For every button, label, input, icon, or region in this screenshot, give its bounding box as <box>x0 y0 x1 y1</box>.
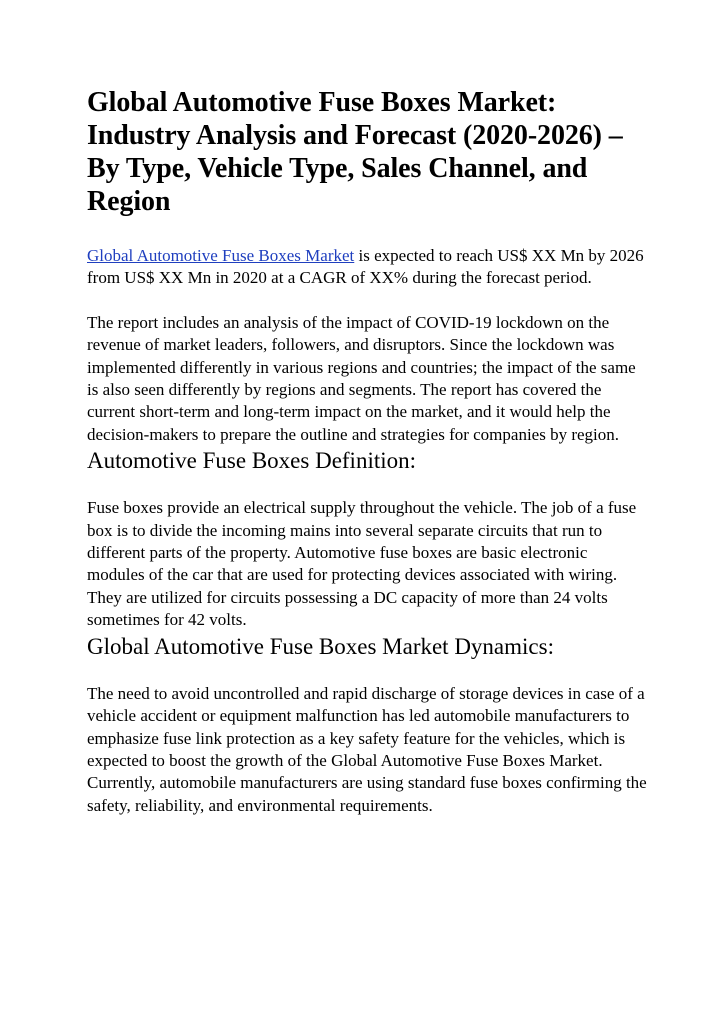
intro-paragraph <box>87 245 647 290</box>
definition-heading: Automotive Fuse Boxes Definition: <box>87 448 417 474</box>
definition-paragraph: Fuse boxes provide an electrical supply throughout the vehicle. The job of a fuse box is to divide the incoming mains into several separate circuits that run to different parts of the property. Automotive fuse boxes are basic electronic modules of the car that are used for protecting devices associated with wiring. They are utilized for circuits possessing a DC capacity of more than 24 volts sometimes for 42 volts. <box>87 498 637 630</box>
market-link[interactable]: Global Automotive Fuse Boxes Market <box>87 246 355 265</box>
dynamics-heading: Global Automotive Fuse Boxes Market Dynamics: <box>87 633 554 659</box>
document-title: Global Automotive Fuse Boxes Market: Industry Analysis and Forecast (2020-2026) – By Type, Vehicle Type, Sales Channel, and Region <box>87 87 623 217</box>
paragraph-spacer <box>87 290 647 312</box>
heading-spacer <box>87 661 647 683</box>
covid-impact-paragraph: The report includes an analysis of the impact of COVID-19 lockdown on the revenue of market leaders, followers, and disruptors. Since the lockdown was implemented differently in various regions and countries; the impact of the same is also seen differently by regions and segments. The report has covered the current short-term and long-term impact on the market, and it would help the decision-makers to prepare the outline and strategies for companies by region. <box>87 312 636 444</box>
document-page <box>87 86 647 817</box>
intro-text: is expected to reach US$ XX Mn by 2026 from US$ XX Mn in 2020 at a CAGR of XX% during the forecast period. <box>87 246 644 288</box>
dynamics-paragraph: The need to avoid uncontrolled and rapid discharge of storage devices in case of a vehicle accident or equipment malfunction has led automobile manufacturers to emphasize fuse link protection as a key safety feature for the vehicles, which is expected to boost the growth of the Global Automotive Fuse Boxes Market. Currently, automobile manufacturers are using standard fuse boxes confirming the safety, reliability, and environmental requirements. <box>87 683 647 815</box>
heading-spacer <box>87 475 647 497</box>
